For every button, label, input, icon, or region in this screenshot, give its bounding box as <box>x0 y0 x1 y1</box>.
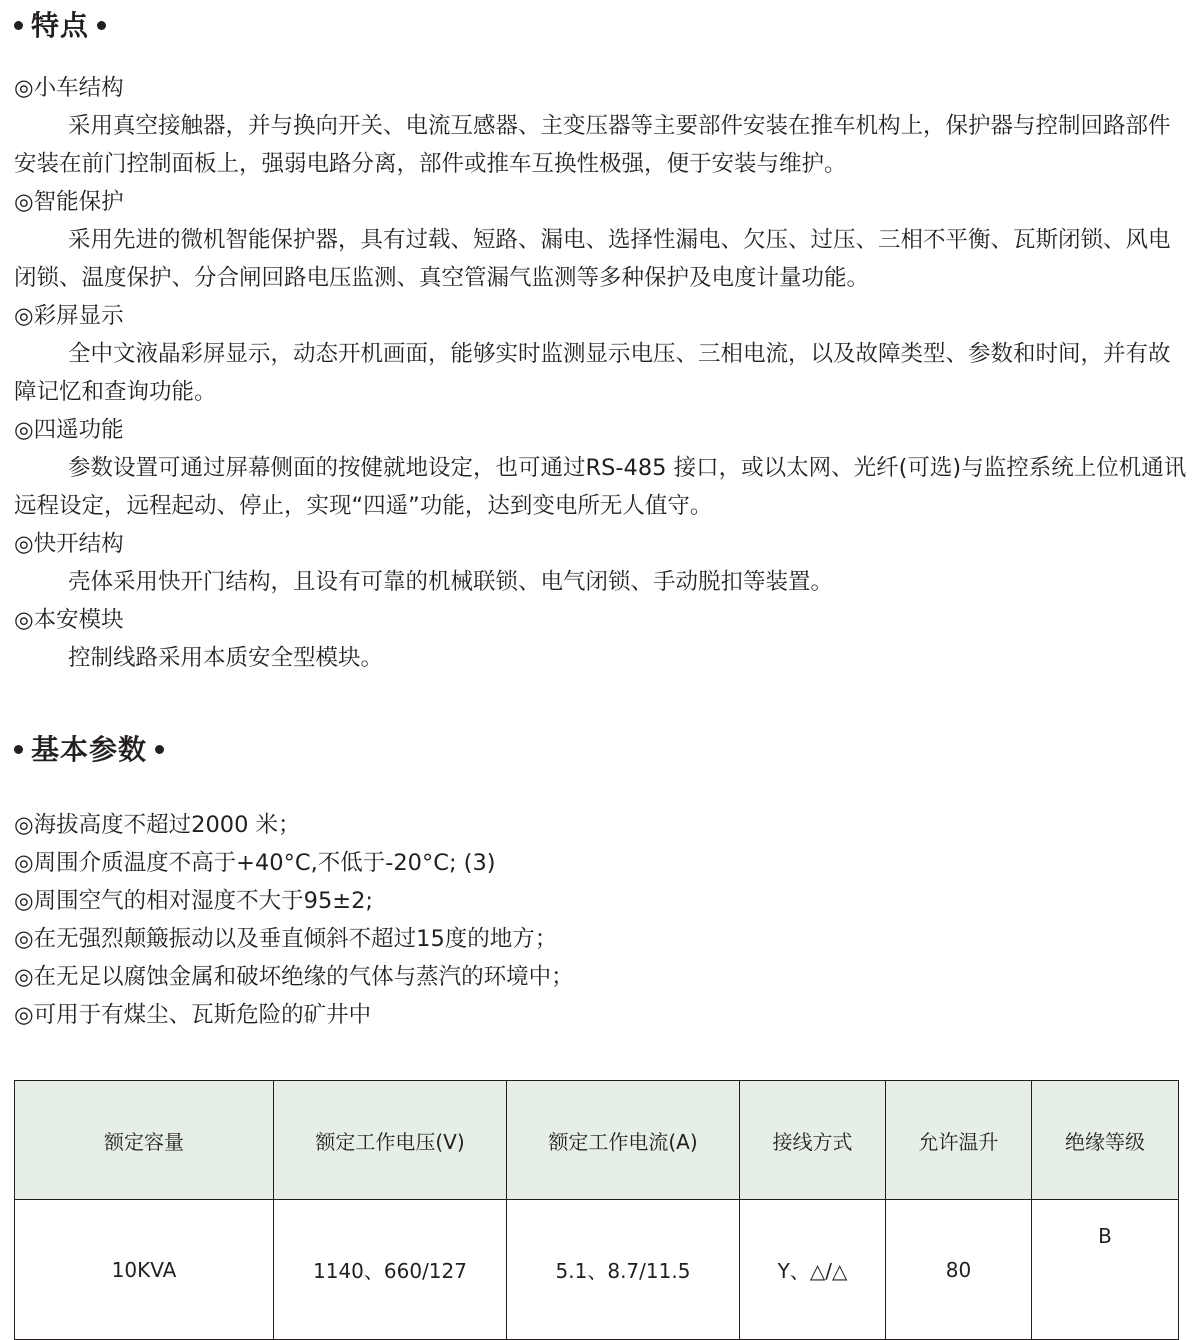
features-heading <box>14 6 106 46</box>
table-cell: B <box>1032 1200 1179 1340</box>
param-item: ◎海拔高度不超过2000 米； <box>14 812 301 838</box>
param-item: ◎在无足以腐蚀金属和破坏绝缘的气体与蒸汽的环境中； <box>14 964 574 990</box>
bullet-dot-icon <box>97 21 106 30</box>
table-header-cell: 额定容量 <box>15 1081 274 1200</box>
params-list <box>14 806 1190 1034</box>
feature-title: ◎快开结构 <box>14 531 124 557</box>
table-cell: 1140、660/127 <box>274 1200 507 1340</box>
param-item: ◎周围介质温度不高于+40°C,不低于-20°C; (3) <box>14 850 496 876</box>
table-row <box>15 1200 1179 1340</box>
table-cell: 10KVA <box>15 1200 274 1340</box>
table-cell: 80 <box>886 1200 1032 1340</box>
table-header-row <box>15 1081 1179 1200</box>
feature-title: ◎小车结构 <box>14 75 124 101</box>
feature-title: ◎智能保护 <box>14 189 124 215</box>
param-item: ◎在无强烈颠簸振动以及垂直倾斜不超过15度的地方； <box>14 926 558 952</box>
feature-title: ◎四遥功能 <box>14 417 124 443</box>
params-heading <box>14 730 164 770</box>
feature-description: 采用真空接触器，并与换向开关、电流互感器、主变压器等主要部件安装在推车机构上，保护器与控制回路部件安装在前门控制面板上，强弱电路分离，部件或推车互换性极强，便于安装与维护。 <box>14 113 1171 177</box>
table-header-cell: 绝缘等级 <box>1032 1081 1179 1200</box>
table-cell: 5.1、8.7/11.5 <box>507 1200 740 1340</box>
param-item: ◎可用于有煤尘、瓦斯危险的矿井中 <box>14 1002 372 1028</box>
feature-title: ◎本安模块 <box>14 607 124 633</box>
spec-table <box>14 1080 1179 1340</box>
features-heading-text: 特点 <box>31 9 90 42</box>
table-header-cell: 允许温升 <box>886 1081 1032 1200</box>
feature-description: 参数设置可通过屏幕侧面的按健就地设定，也可通过RS-485 接口，或以太网、光纤(可选)与监控系统上位机通讯远程设定，远程起动、停止，实现“四遥”功能，达到变电所无人值守。 <box>14 455 1187 519</box>
param-item: ◎周围空气的相对湿度不大于95±2; <box>14 888 374 914</box>
table-header-cell: 接线方式 <box>740 1081 886 1200</box>
table-header-cell: 额定工作电流(A) <box>507 1081 740 1200</box>
feature-description: 全中文液晶彩屏显示，动态开机画面，能够实时监测显示电压、三相电流，以及故障类型、参数和时间，并有故障记忆和查询功能。 <box>14 341 1171 405</box>
bullet-dot-icon <box>155 745 164 754</box>
feature-title: ◎彩屏显示 <box>14 303 124 329</box>
bullet-dot-icon <box>14 21 23 30</box>
feature-description: 采用先进的微机智能保护器，具有过载、短路、漏电、选择性漏电、欠压、过压、三相不平衡、瓦斯闭锁、风电闭锁、温度保护、分合闸回路电压监测、真空管漏气监测等多种保护及电度计量功能。 <box>14 227 1171 291</box>
bullet-dot-icon <box>14 745 23 754</box>
feature-description: 控制线路采用本质安全型模块。 <box>68 645 384 671</box>
table-header-cell: 额定工作电压(V) <box>274 1081 507 1200</box>
features-list <box>14 69 1190 677</box>
feature-description: 壳体采用快开门结构，且设有可靠的机械联锁、电气闭锁、手动脱扣等装置。 <box>68 569 834 595</box>
table-cell: Y、△/△ <box>740 1200 886 1340</box>
params-heading-text: 基本参数 <box>31 733 148 766</box>
